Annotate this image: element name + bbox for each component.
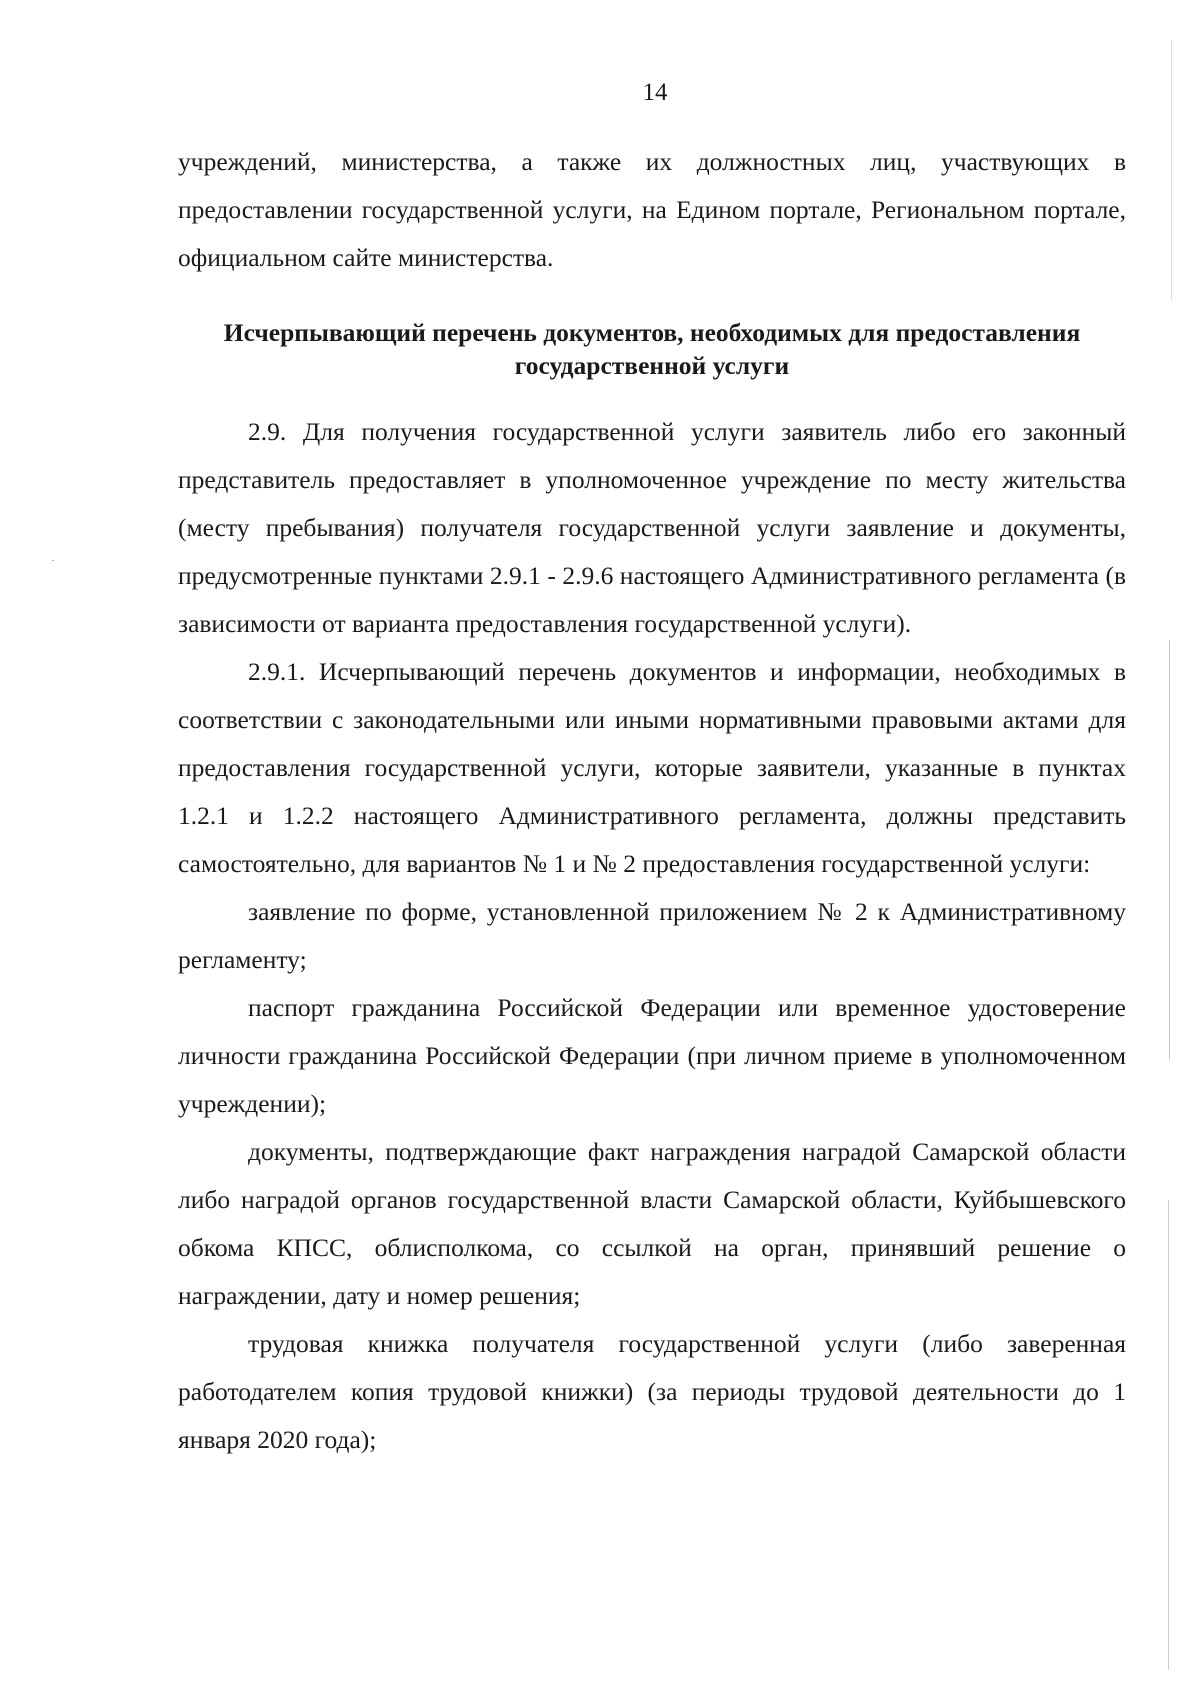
list-item-application: заявление по форме, установленной приложением № 2 к Административному регламенту; (178, 897, 1126, 974)
scan-edge-line (1168, 1200, 1169, 1670)
list-item-award-documents: документы, подтверждающие факт награждения наградой Самарской области либо наградой органов государственной власти Самарской области, Куйбышевского обкома КПСС, облисполкома, со ссылкой на орган, принявший решение о награждении, дату и номер решения; (178, 1137, 1126, 1310)
paragraph-2-9-1: 2.9.1. Исчерпывающий перечень документов и информации, необходимых в соответствии с законодательными или иными нормативными правовыми актами для предоставления государственной услуги, которые заявители, указанные в пунктах 1.2.1 и 1.2.2 настоящего Административного регламента, должны представить самостоятельно, для вариантов № 1 и № 2 предоставления государственной услуги: (178, 657, 1126, 878)
scan-edge-line (1169, 640, 1170, 1060)
scan-speck (52, 560, 54, 561)
document-body (178, 138, 1126, 1464)
scan-edge-line (1171, 40, 1172, 300)
list-item-passport: паспорт гражданина Российской Федерации или временное удостоверение личности гражданина Российской Федерации (при личном приеме в уполномоченном учреждении); (178, 993, 1126, 1118)
page-number: 14 (642, 79, 668, 106)
section-heading: Исчерпывающий перечень документов, необходимых для предоставления государственной услуги (223, 318, 1081, 380)
paragraph-continuation: учреждений, министерства, а также их должностных лиц, участвующих в предоставлении государственной услуги, на Едином портале, Региональном портале, официальном сайте министерства. (178, 147, 1126, 272)
list-item-employment-record: трудовая книжка получателя государственной услуги (либо заверенная работодателем копия трудовой книжки) (за периоды трудовой деятельности до 1 января 2020 года); (178, 1329, 1126, 1454)
paragraph-2-9: 2.9. Для получения государственной услуги заявитель либо его законный представитель предоставляет в уполномоченное учреждение по месту жительства (месту пребывания) получателя государственной услуги заявление и документы, предусмотренные пунктами 2.9.1 - 2.9.6 настоящего Административного регламента (в зависимости от варианта предоставления государственной услуги). (178, 417, 1126, 638)
